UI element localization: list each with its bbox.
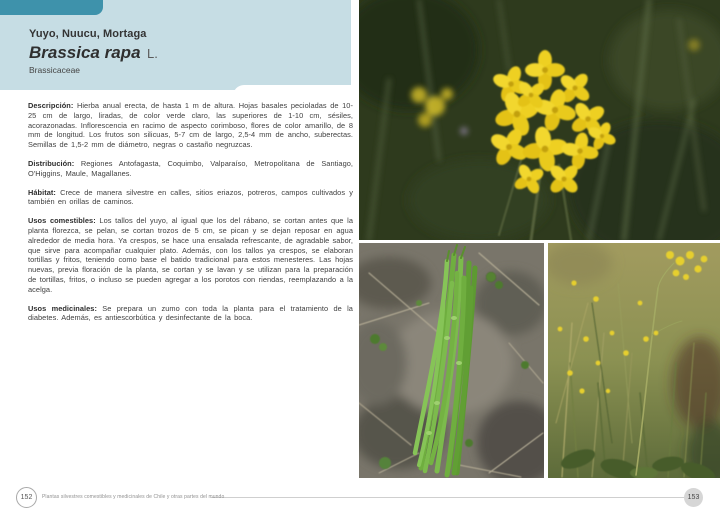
section-habitat <box>28 188 353 208</box>
section-text: Crece de manera silvestre en calles, sitios eriazos, potreros, campos cultivados y también en orillas de caminos. <box>28 187 353 207</box>
section-text: Se prepara un zumo con toda la planta para el tratamiento de la diabetes. Además, es antiescorbútica y desinfectante de la boca. <box>28 303 353 323</box>
scientific-name: Brassica rapa <box>29 43 141 62</box>
flower-closeup-photo <box>359 0 720 240</box>
harvested-stems-photo <box>359 243 544 478</box>
section-label: Distribución: <box>28 158 75 168</box>
family-name: Brassicaceae <box>29 65 81 75</box>
book-title: Plantas silvestres comestibles y medicinales de Chile y otras partes del mundo <box>42 494 225 500</box>
section-label: Descripción: <box>28 101 74 110</box>
section-text: Los tallos del yuyo, al igual que los del rábano, se cortan antes que la planta florezca, se pelan, se cortan trozos de 5 cm, se pican y se dejan reposar en agua alrededor de media hora. Ya crespos, se hace una ensalada refrescante, de agradable sabor, que sirve para acompañar cualquier plato. Además, con los tallos ya crespos, se elaboran tortillas y fritos, teniendo como base el batido tradicional para estos menesteres. Las hojas nuevas, previa floración de la planta, se cortan y se lavan y se utilizan para la preparación de tortillas, fritos, o incluso se pueden agregar a los porotos con riendas, reemplazando a la acelga. <box>28 216 353 294</box>
section-distribucion <box>28 159 353 179</box>
species-author: L. <box>146 46 158 61</box>
accent-bar <box>0 0 103 15</box>
section-label: Usos medicinales: <box>28 303 97 313</box>
species-header <box>29 28 158 75</box>
flowering-plant-photo <box>548 243 720 478</box>
description-column <box>28 101 353 332</box>
section-text: Regiones Antofagasta, Coquimbo, Valparaíso, Metropolitana de Santiago, O'Higgins, Maule, Magallanes. <box>28 158 353 178</box>
section-label: Hábitat: <box>28 187 56 197</box>
header-corner-notch <box>233 85 353 99</box>
section-label: Usos comestibles: <box>28 216 96 226</box>
page-number-left: 152 <box>16 487 37 508</box>
section-text: Hierba anual erecta, de hasta 1 m de altura. Hojas basales pecioladas de 10-25 cm de largo, liradas, de color verde claro, las superiores de 1-10 cm, sésiles, acorazonadas. Inflorescencia en racimo de aspecto corimboso, flores de color amarillo, de 8 mm de longitud. Los frutos son silicuas, 5-7 cm de largo, 2,5-4 mm de ancho, suberectas. Semillas de 1,5-2 mm de diámetro, negras o castaño negruzcas. <box>28 101 353 150</box>
page-number-right: 153 <box>684 488 703 507</box>
section-usos-comestibles <box>28 216 353 294</box>
footer-rule <box>211 497 685 498</box>
scientific-name-line <box>29 43 158 63</box>
section-usos-medicinales <box>28 304 353 324</box>
section-descripcion <box>28 101 353 150</box>
common-names: Yuyo, Nuucu, Mortaga <box>29 28 147 40</box>
